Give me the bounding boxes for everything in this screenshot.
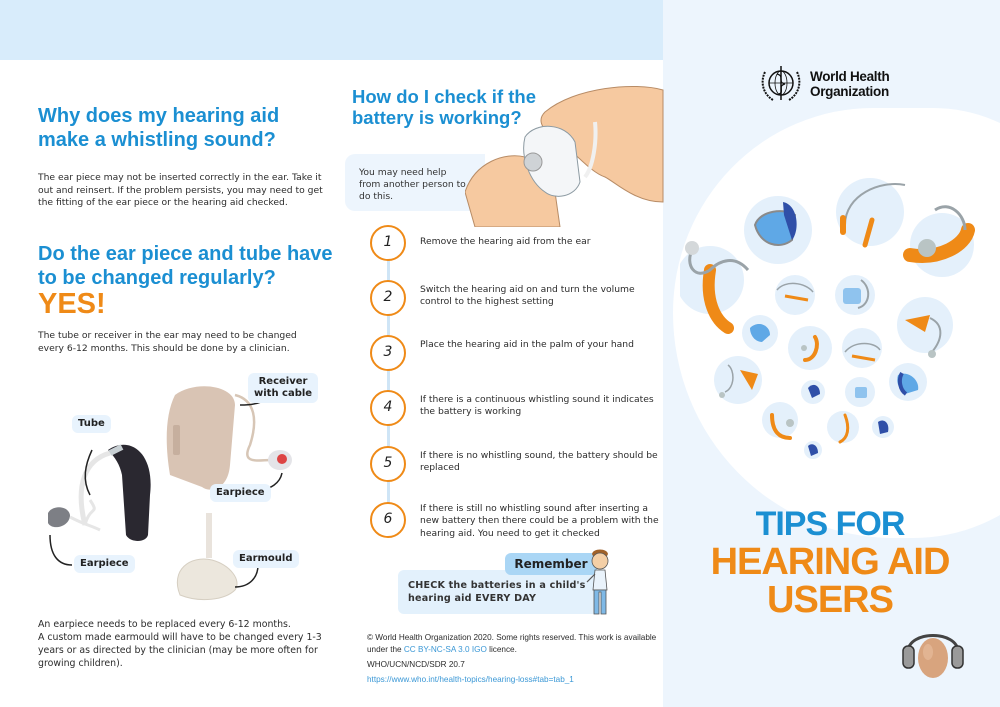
step-text: Switch the hearing aid on and turn the volume control to the highest setting bbox=[420, 284, 635, 308]
org-name-line2: Organization bbox=[810, 84, 889, 99]
hands-image bbox=[465, 82, 665, 227]
step-number-badge: 1 bbox=[370, 225, 406, 261]
step-number-badge: 4 bbox=[370, 390, 406, 426]
earpiece-replacement-text: An earpiece needs to be replaced every 6-12 months. bbox=[38, 619, 291, 630]
cover-title-line3: USERS bbox=[767, 579, 893, 621]
change-answer-text: The tube or receiver in the ear may need to be changed every 6-12 months. This should be done by a clinician. bbox=[38, 330, 297, 354]
step-number-badge: 3 bbox=[370, 335, 406, 371]
licence-link[interactable]: CC BY-NC-SA 3.0 IGO bbox=[403, 644, 487, 654]
who-hearing-loss-link[interactable]: https://www.who.int/health-topics/hearing-loss#tab=tab_1 bbox=[367, 674, 574, 684]
receiver-with-cable-label bbox=[248, 373, 318, 403]
cover-title bbox=[700, 505, 960, 619]
remember-tag: Remember bbox=[505, 553, 597, 575]
footer-info bbox=[367, 632, 657, 685]
step-text: If there is a continuous whistling sound it indicates the battery is working bbox=[420, 394, 654, 418]
earmould-label: Earmould bbox=[233, 550, 299, 568]
egg-with-headphones-illustration bbox=[900, 622, 966, 682]
receiver-label-line2: with cable bbox=[254, 388, 313, 399]
cover-title-line2: HEARING AID bbox=[710, 541, 950, 583]
step-text: Remove the hearing aid from the ear bbox=[420, 236, 591, 247]
headphones-egg-icon bbox=[900, 622, 966, 682]
earmould-replacement-text: A custom made earmould will have to be changed every 1-3 years or as directed by the clinician (may be more often for growing children). bbox=[38, 632, 322, 669]
remember-text: CHECK the batteries in a child's hearing aid EVERY DAY bbox=[408, 580, 586, 604]
replacement-info bbox=[38, 618, 328, 670]
hearing-aids-collage-image bbox=[680, 170, 980, 470]
who-wordmark bbox=[810, 69, 889, 99]
document-code: WHO/UCN/NCD/SDR 20.7 bbox=[367, 660, 465, 669]
step-number-badge: 2 bbox=[370, 280, 406, 316]
step-text: Place the hearing aid in the palm of your hand bbox=[420, 339, 634, 350]
change-question-heading: Do the ear piece and tube have to be changed regularly? bbox=[38, 243, 333, 289]
earpiece-label-right: Earpiece bbox=[210, 484, 271, 502]
whistling-question-heading: Why does my hearing aid make a whistling sound? bbox=[38, 105, 280, 151]
earpiece-label-left: Earpiece bbox=[74, 555, 135, 573]
help-note-text: You may need help from another person to do this. bbox=[359, 167, 466, 202]
whistling-answer-text: The ear piece may not be inserted correctly in the ear. Take it out and reinsert. If the problem persists, you may need to get the fitting of the ear piece or the hearing aid checked. bbox=[38, 172, 323, 208]
receiver-label-line1: Receiver bbox=[258, 376, 308, 387]
boy-figure-icon bbox=[585, 548, 615, 616]
yes-answer: YES! bbox=[38, 288, 106, 320]
org-name-line1: World Health bbox=[810, 69, 890, 84]
who-emblem-icon bbox=[757, 62, 805, 106]
step-number-badge: 5 bbox=[370, 446, 406, 482]
step-number-badge: 6 bbox=[370, 502, 406, 538]
step-text: If there is still no whistling sound after inserting a new battery then there could be a problem with the hearing aid. You need to get it checked bbox=[420, 503, 659, 539]
step-text: If there is no whistling sound, the battery should be replaced bbox=[420, 450, 658, 474]
cover-title-line1: TIPS FOR bbox=[755, 505, 905, 543]
boy-illustration bbox=[585, 548, 615, 616]
copyright-text: © World Health Organization 2020. Some rights reserved. This work is available under the bbox=[367, 633, 657, 654]
hearing-aid-parts-illustration bbox=[30, 365, 330, 615]
hearing-aids-collage-illustration bbox=[680, 170, 980, 470]
battery-question-heading: How do I check if the battery is working? bbox=[352, 86, 536, 128]
top-color-band bbox=[0, 0, 663, 60]
copyright-text-end: licence. bbox=[486, 644, 517, 654]
hands-holding-hearing-aid-illustration bbox=[465, 82, 665, 227]
copyright-notice bbox=[367, 632, 657, 655]
tube-label: Tube bbox=[72, 415, 111, 433]
